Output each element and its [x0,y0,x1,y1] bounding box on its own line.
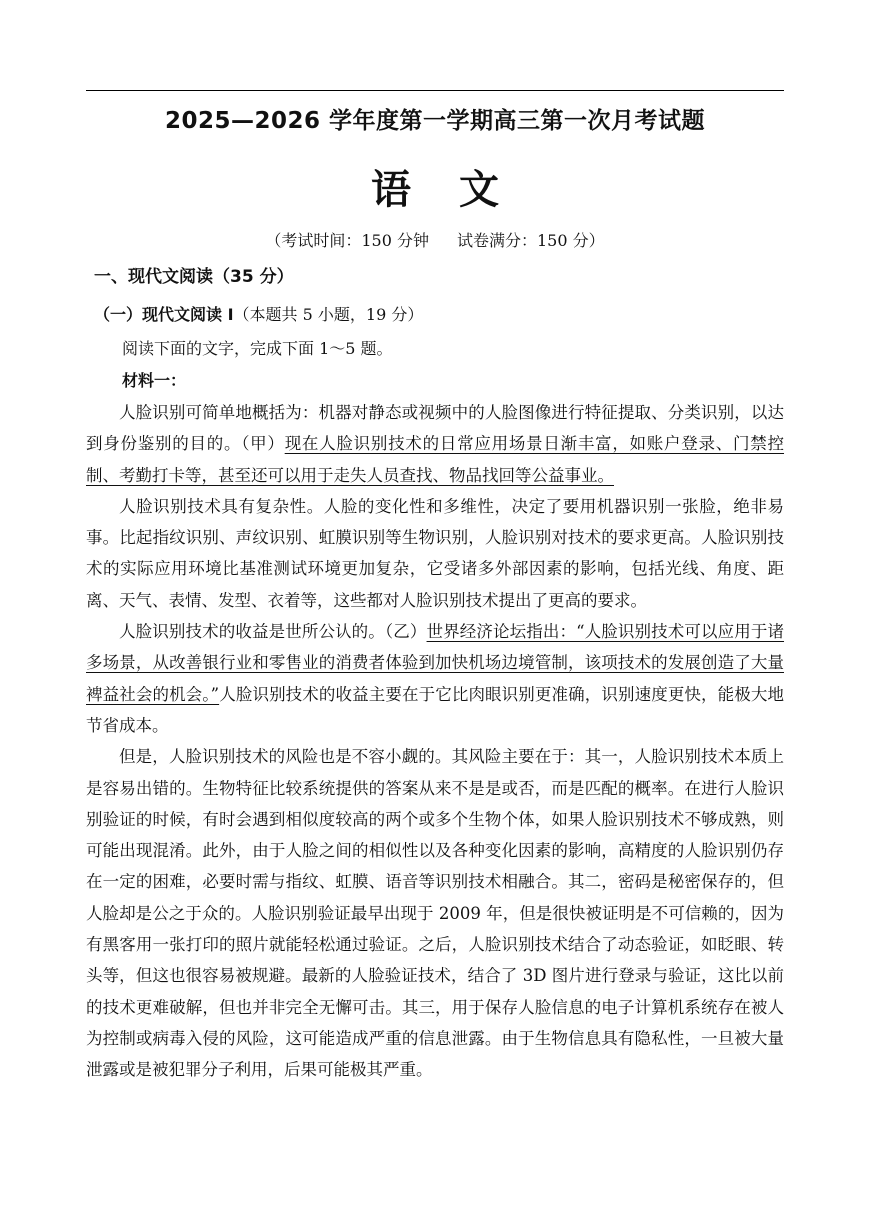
underlined-sentence-yi: 世界经济论坛指出：“人脸识别技术可以应用于诸多场景，从改善银行业和零售业的消费者体验到加快机场边境管制，该项技术的发展创造了大量裨益社会的机会。” [86,622,785,704]
instruction: 阅读下面的文字，完成下面 1～5 题。 [122,339,393,358]
top-rule [86,90,784,91]
exam-info [0,228,870,251]
paragraph-3: 人脸识别技术的收益是世所公认的。（乙）世界经济论坛指出：“人脸识别技术可以应用于诸多场景，从改善银行业和零售业的消费者体验到加快机场边境管制，该项技术的发展创造了大量裨益社会的机会。”人脸识别技术的收益主要在于它比肉眼识别更准确，识别速度更快，能极大地节省成本。 [86,622,785,735]
subsection-note: （本题共 5 小题，19 分） [233,305,424,324]
subject-char-1: 语 [371,166,411,213]
exam-title: 2025—2026 学年度第一学期高三第一次月考试题 [164,108,706,134]
paragraph-2: 人脸识别技术具有复杂性。人脸的变化性和多维性，决定了要用机器识别一张脸，绝非易事。比起指纹识别、声纹识别、虹膜识别等生物识别，人脸识别对技术的要求更高。人脸识别技术的实际应用环境比基准测试环境更加复杂，它受诸多外部因素的影响，包括光线、角度、距离、天气、表情、发型、衣着等，这些都对人脸识别技术提出了更高的要求。 [86,496,784,610]
subject-char-2: 文 [459,166,499,213]
reading-passage [86,397,784,1086]
underlined-sentence-jia: 现在人脸识别技术的日常应用场景日渐丰富，如账户登录、门禁控制、考勤打卡等，甚至还可以用于走失人员查找、物品找回等公益事业。 [86,434,785,485]
subject-title [0,158,870,215]
paragraph-1: 人脸识别可简单地概括为：机器对静态或视频中的人脸图像进行特征提取、分类识别，以达到身份鉴别的目的。（甲）现在人脸识别技术的日常应用场景日渐丰富，如账户登录、门禁控制、考勤打卡等，甚至还可以用于走失人员查找、物品找回等公益事业。 [86,403,785,485]
exam-time: （考试时间：150 分钟 [265,231,429,250]
paragraph-4: 但是，人脸识别技术的风险也是不容小觑的。其风险主要在于：其一，人脸识别技术本质上是容易出错的。生物特征比较系统提供的答案从来不是是或否，而是匹配的概率。在进行人脸识别验证的时候，有时会遇到相似度较高的两个或多个生物个体，如果人脸识别技术不够成熟，则可能出现混淆。此外，由于人脸之间的相似性以及各种变化因素的影响，高精度的人脸识别仍存在一定的困难，必要时需与指纹、虹膜、语音等识别技术相融合。其二，密码是秘密保存的，但人脸却是公之于众的。人脸识别验证最早出现于 2009 年，但是很快被证明是不可信赖的，因为有黑客用一张打印的照片就能轻松通过验证。之后，人脸识别技术结合了动态验证，如眨眼、转头等，但这也很容易被规避。最新的人脸验证技术，结合了 3D 图片进行登录与验证，这比以前的技术更难破解，但也并非完全无懈可击。其三，用于保存人脸信息的电子计算机系统存在被人为控制或病毒入侵的风险，这可能造成严重的信息泄露。由于生物信息具有隐私性，一旦被大量泄露或是被犯罪分子利用，后果可能极其严重。 [86,747,784,1080]
subsection-title [94,302,423,325]
material-label: 材料一： [122,371,187,390]
section-title: 一、现代文阅读（35 分） [94,267,294,287]
full-score: 试卷满分：150 分） [457,231,605,250]
subsection-label: （一）现代文阅读 I [94,305,234,324]
